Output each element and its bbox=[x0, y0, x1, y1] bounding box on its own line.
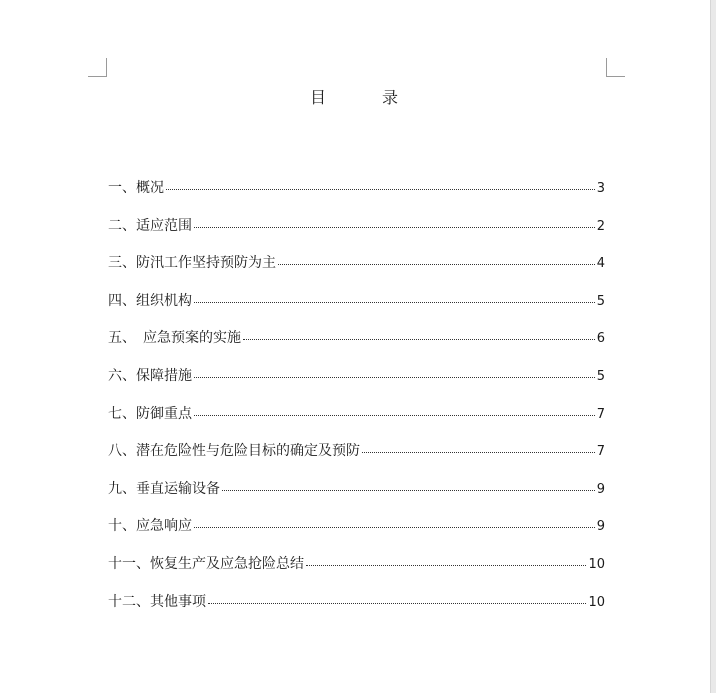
toc-entry[interactable] bbox=[108, 290, 605, 328]
toc-entry-label: 十一、恢复生产及应急抢险总结 bbox=[108, 555, 304, 572]
toc-entry[interactable] bbox=[108, 327, 605, 365]
toc-entry[interactable] bbox=[108, 440, 605, 478]
toc-entry-page: 10 bbox=[588, 594, 605, 610]
toc-entry-page: 9 bbox=[596, 481, 605, 497]
toc-entry[interactable] bbox=[108, 177, 605, 215]
toc-entry[interactable] bbox=[108, 478, 605, 516]
toc-entry-label: 四、组织机构 bbox=[108, 292, 192, 309]
toc-entry-page: 3 bbox=[596, 181, 605, 196]
toc-leader-dots bbox=[208, 602, 586, 604]
toc-entry[interactable] bbox=[108, 553, 605, 591]
toc-leader-dots bbox=[194, 301, 595, 303]
toc-entry[interactable] bbox=[108, 215, 605, 253]
crop-mark-top-left bbox=[88, 58, 107, 77]
toc-leader-dots bbox=[243, 338, 595, 340]
toc-entry-label: 九、垂直运输设备 bbox=[108, 480, 220, 497]
toc-entry-page: 2 bbox=[596, 218, 605, 234]
toc-entry-label: 七、防御重点 bbox=[108, 405, 192, 422]
toc-leader-dots bbox=[166, 188, 595, 190]
toc-entry-page: 6 bbox=[596, 331, 605, 347]
toc-entry-label: 二、适应范围 bbox=[108, 217, 192, 234]
toc-entry-page: 5 bbox=[596, 293, 605, 309]
toc-list bbox=[108, 177, 605, 628]
toc-entry-label: 十、应急响应 bbox=[108, 518, 192, 535]
toc-entry-label: 三、防汛工作坚持预防为主 bbox=[108, 255, 276, 272]
toc-leader-dots bbox=[194, 414, 595, 416]
toc-entry[interactable] bbox=[108, 403, 605, 441]
toc-entry-page: 4 bbox=[596, 256, 605, 272]
toc-leader-dots bbox=[222, 489, 595, 491]
toc-leader-dots bbox=[306, 564, 586, 566]
toc-entry-label: 八、潜在危险性与危险目标的确定及预防 bbox=[108, 443, 360, 460]
toc-leader-dots bbox=[194, 376, 595, 378]
vertical-scrollbar[interactable] bbox=[710, 0, 716, 693]
toc-entry[interactable] bbox=[108, 515, 605, 553]
toc-entry-page: 5 bbox=[596, 368, 605, 384]
toc-leader-dots bbox=[194, 226, 595, 228]
toc-leader-dots bbox=[362, 451, 595, 453]
toc-entry-page: 9 bbox=[596, 519, 605, 535]
toc-entry-label: 一、概况 bbox=[108, 180, 164, 196]
toc-entry-label: 五、 应急预案的实施 bbox=[108, 330, 241, 347]
toc-entry-label: 十二、其他事项 bbox=[108, 593, 206, 610]
toc-entry[interactable] bbox=[108, 591, 605, 629]
toc-entry-label: 六、保障措施 bbox=[108, 367, 192, 384]
toc-title: 目 录 bbox=[309, 88, 418, 107]
toc-entry-page: 10 bbox=[588, 556, 605, 572]
toc-entry-page: 7 bbox=[596, 406, 605, 422]
crop-mark-top-right bbox=[606, 58, 625, 77]
toc-leader-dots bbox=[278, 263, 595, 265]
toc-entry[interactable] bbox=[108, 365, 605, 403]
toc-entry-page: 7 bbox=[596, 444, 605, 460]
toc-leader-dots bbox=[194, 526, 595, 528]
toc-entry[interactable] bbox=[108, 252, 605, 290]
